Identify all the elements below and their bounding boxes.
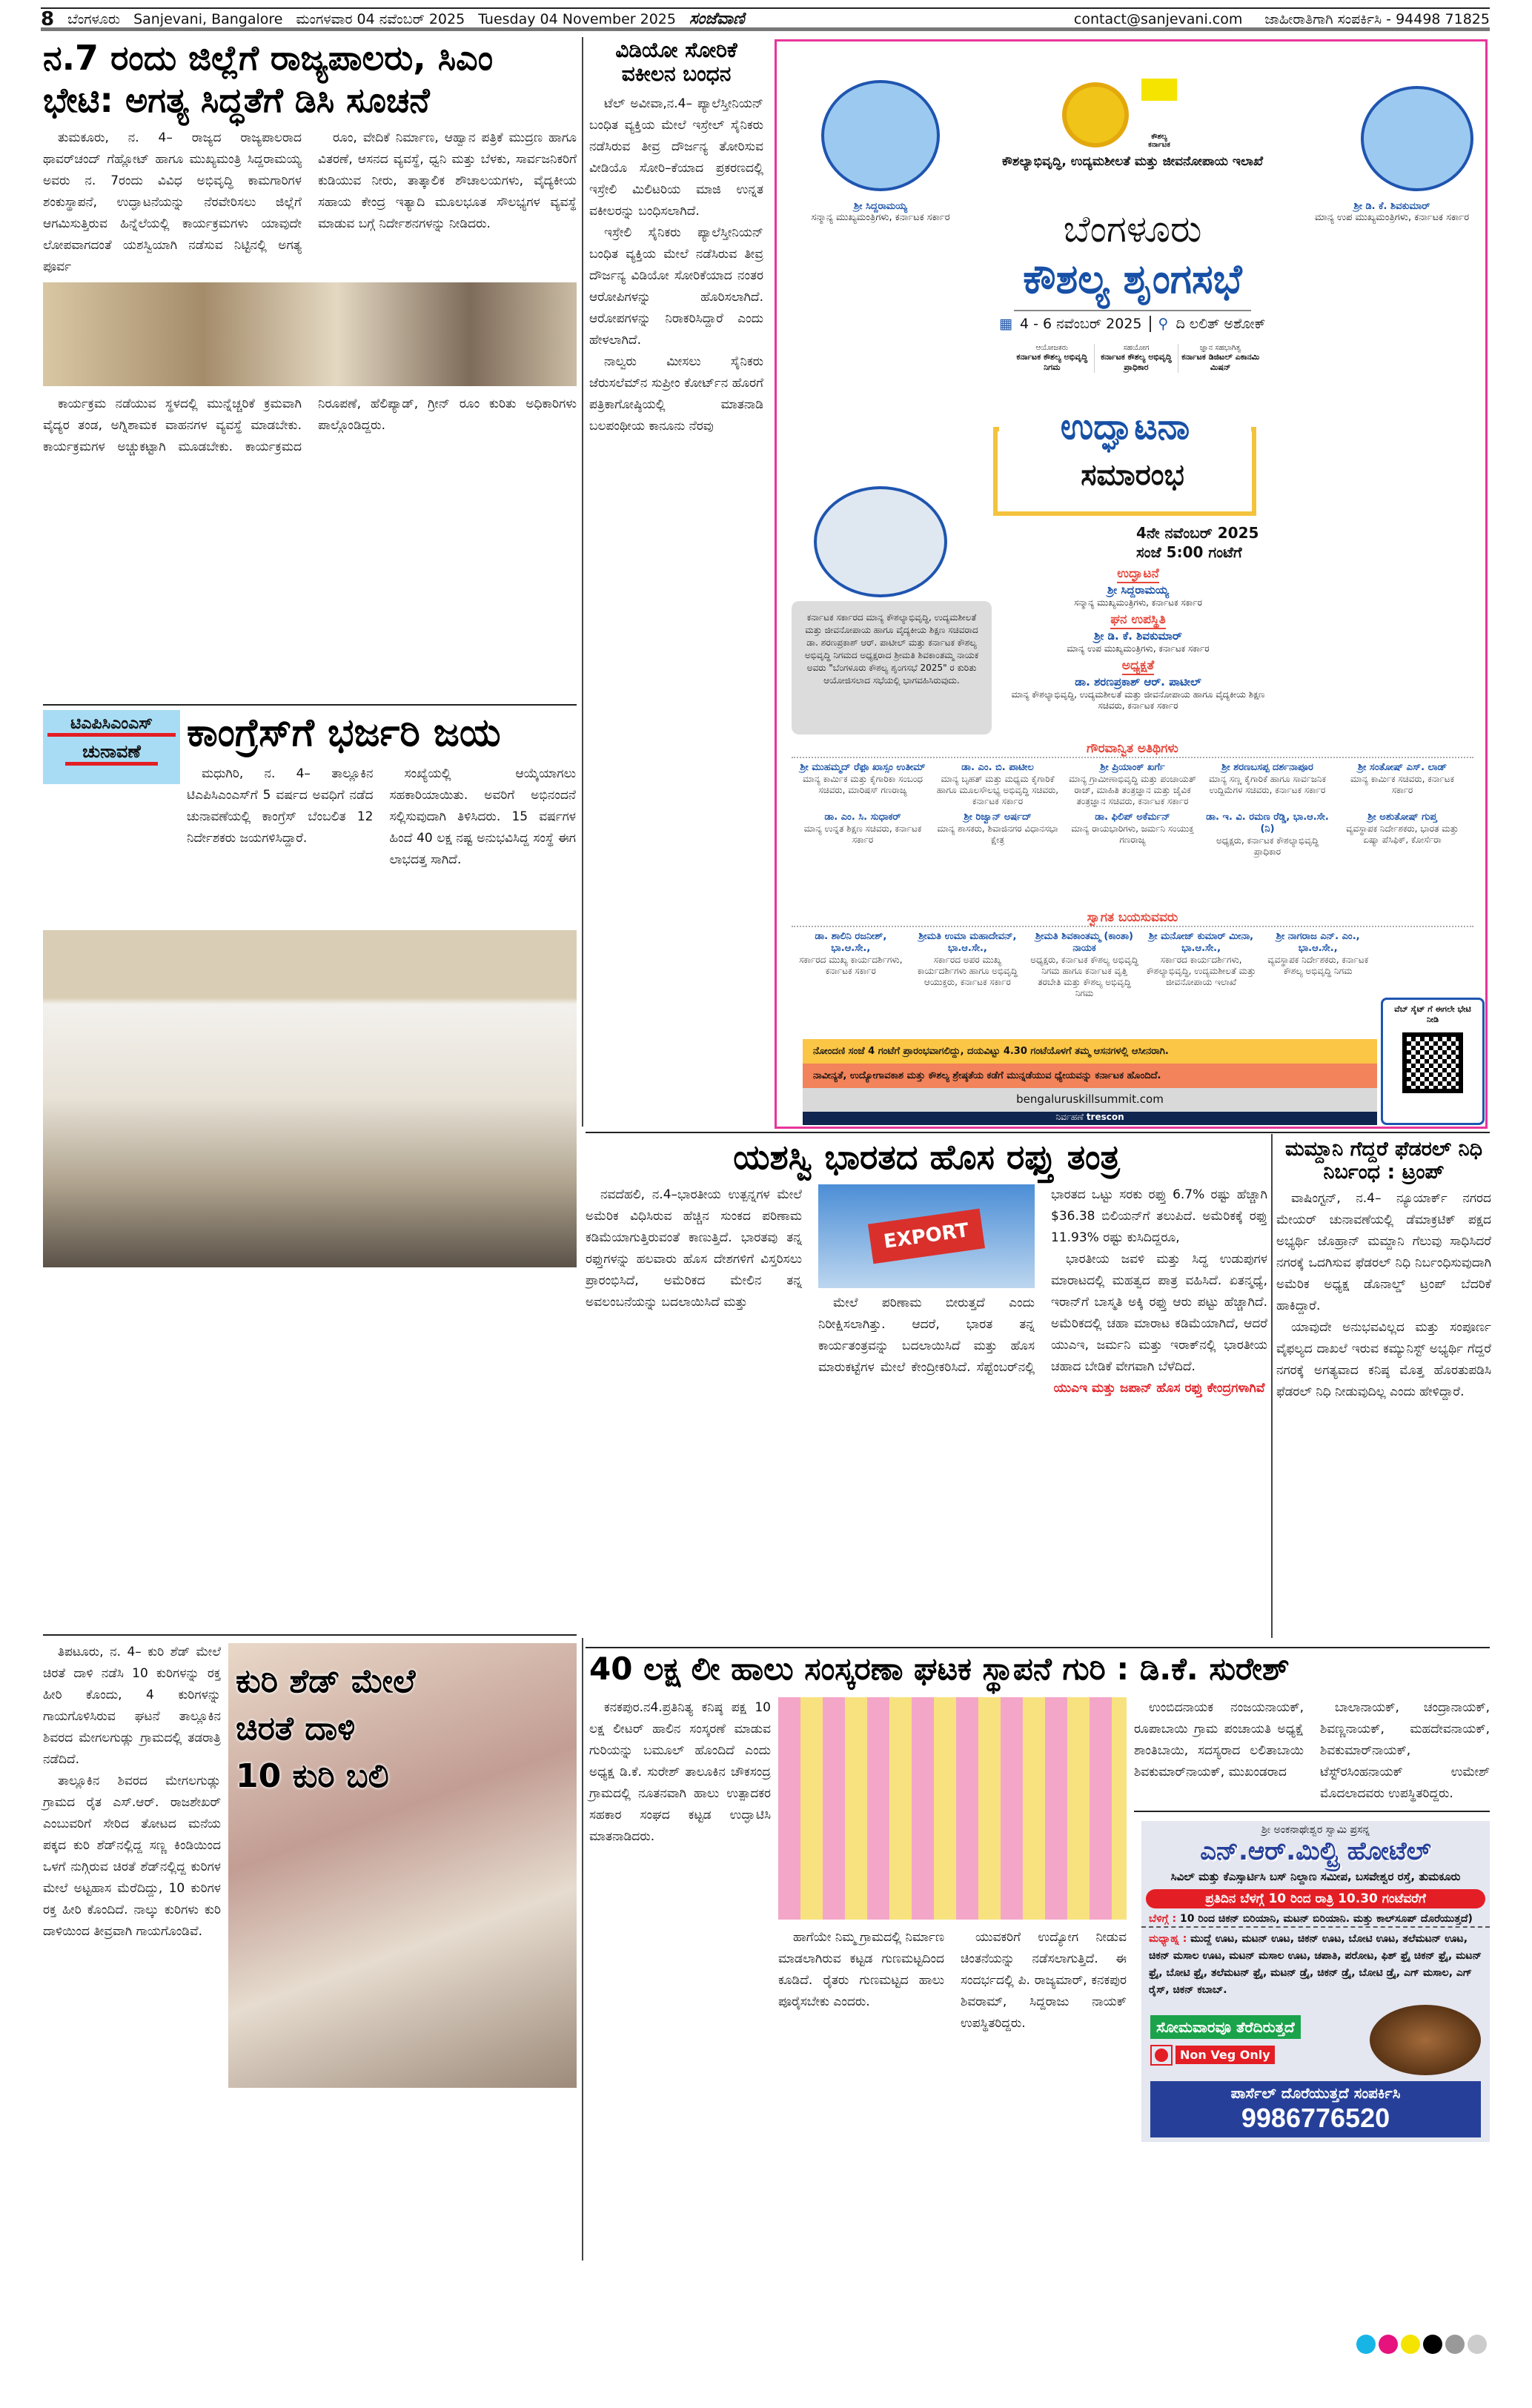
guest-card: ಶ್ರೀ ಶರಣಬಸಪ್ಪ ದರ್ಶನಾಪೂರ ಮಾನ್ಯ ಸಣ್ಣ ಕೈಗಾರಿಕೆ ಹಾಗೂ ಸಾರ್ವಜನಿಕ ಉದ್ದಿಮೆಗಳ ಸಚಿವರು, ಕರ್ನಾಟಕ ಸರ್ಕಾರ bbox=[1208, 762, 1326, 795]
section-title: ಸನ್ಮಾನ್ಯ ಮುಖ್ಯಮಂತ್ರಿಗಳು, ಕರ್ನಾಟಕ ಸರ್ಕಾರ bbox=[1074, 597, 1202, 608]
open-monday-badge: ಸೋಮವಾರವೂ ತೆರೆದಿರುತ್ತದೆ bbox=[1150, 2015, 1301, 2039]
trump-paragraph: ಯಾವುದೇ ಅನುಭವವಿಲ್ಲದ ಮತ್ತು ಸಂಪೂರ್ಣ ವೈಫಲ್ಯದ ದಾಖಲೆ ಇರುವ ಕಮ್ಯುನಿಸ್ಟ್ ಅಭ್ಯರ್ಥಿ ಗೆದ್ದರೆ ನಗರಕ್ಕೆ ಅಗತ್ಯವಾದ ಕನಿಷ್ಠ ಮೊತ್ತ ಹೊರತುಪಡಿಸಿ ಫೆಡರಲ್ ನಿಧಿ ನೀಡುವುದಿಲ್ಲ ಎಂದು ಹೇಳಿದ್ದಾರೆ. bbox=[1276, 1320, 1491, 1400]
lead-paragraph: ರೂಂ, ವೇದಿಕೆ ನಿರ್ಮಾಣ, ಆಹ್ವಾನ ಪತ್ರಿಕೆ ಮುದ್ರಣ ಹಾಗೂ ವಿತರಣೆ, ಆಸನದ ವ್ಯವಸ್ಥೆ, ಧ್ವನಿ ಮತ್ತು ಬೆಳಕು, ಸಾರ್ವಜನಿಕರಿಗೆ ಕುಡಿಯುವ ನೀರು, ತಾತ್ಕಾಲಿಕ ಶೌಚಾಲಯಗಳು, ವೈದ್ಯಕೀಯ ಸಹಾಯ ಕೇಂದ್ರ ಇತ್ಯಾದಿ ಮೂಲಭೂತ ಸೌಲಭ್ಯಗಳ ವ್ಯವಸ್ಥೆ ಮಾಡುವ ಬಗ್ಗೆ ನಿರ್ದೇಶನಗಳನ್ನು ನೀಡಿದರು. bbox=[318, 130, 577, 231]
milk-event-photo bbox=[778, 1697, 1127, 1920]
website-link[interactable]: bengaluruskillsummit.com bbox=[803, 1088, 1377, 1112]
video-body bbox=[589, 93, 763, 437]
trump-body bbox=[1276, 1188, 1491, 1403]
sheep-headline-2: ಚಿರತೆ ದಾಳಿ bbox=[236, 1710, 356, 1748]
milk-right-column bbox=[1134, 1697, 1490, 2142]
lead-headline-2: ಭೇಟಿ: ಅಗತ್ಯ ಸಿದ್ಧತೆಗೆ ಡಿಸಿ ಸೂಚನೆ bbox=[43, 79, 430, 120]
hotel-blessing: ಶ್ರೀ ಅಂಕನಾಥೇಶ್ವರ ಸ್ವಾಮಿ ಪ್ರಸನ್ನ bbox=[1261, 1824, 1370, 1836]
guest-card: ಶ್ರೀ ಪ್ರಿಯಾಂಕ್ ಖರ್ಗೆ ಮಾನ್ಯ ಗ್ರಾಮೀಣಾಭಿವೃದ್ಧಿ ಮತ್ತು ಪಂಚಾಯತ್ ರಾಜ್, ಮಾಹಿತಿ ತಂತ್ರಜ್ಞಾನ ಮತ್ತು ಜೈವಿಕ ತಂತ್ರಜ್ಞಾನ ಸಚಿವರು, ಕರ್ನಾಟಕ ಸರ್ಕಾರ bbox=[1069, 762, 1196, 806]
hotel-address: ಸಿವಿಲ್ ಮತ್ತು ಕೆಎಸ್ಸಾರ್ಟಿಸಿ ಬಸ್ ನಿಲ್ದಾಣ ಸಮೀಪ, ಬಸವೇಶ್ವರ ರಸ್ತೆ, ತುಮಕೂರು bbox=[1170, 1870, 1461, 1883]
milk-headline: 40 ಲಕ್ಷ ಲೀ ಹಾಲು ಸಂಸ್ಕರಣಾ ಘಟಕ ಸ್ಥಾಪನೆ ಗುರಿ : ಡಿ.ಕೆ. ಸುರೇಶ್ bbox=[589, 1651, 1290, 1687]
export-container-image bbox=[818, 1184, 1035, 1288]
morning-label: ಬೆಳಿಗ್ಗೆ : bbox=[1149, 1913, 1177, 1925]
parcel-label: ಪಾರ್ಸೆಲ್ ದೊರೆಯುತ್ತದೆ ಸಂಪರ್ಕಿಸಿ bbox=[1230, 2084, 1401, 2102]
meeting-photo bbox=[43, 282, 577, 386]
section-title: ಮಾನ್ಯ ಕೌಶಲ್ಯಾಭಿವೃದ್ಧಿ, ಉದ್ಯಮಶೀಲತೆ ಮತ್ತು ಜೀವನೋಪಾಯ ಹಾಗೂ ವೈದ್ಯಕೀಯ ಶಿಕ್ಷಣ ಸಚಿವರು, ಕರ್ನಾಟಕ ಸರ್ಕಾರ bbox=[1011, 689, 1265, 711]
export-paragraph: ಮೇಲೆ ಪರಿಣಾಮ ಬೀರುತ್ತದೆ ಎಂದು ನಿರೀಕ್ಷಿಸಲಾಗಿತ್ತು. ಆದರೆ, ಭಾರತ ತನ್ನ ಕಾರ್ಯತಂತ್ರವನ್ನು ಬದಲಾಯಿಸಿದೆ ಮತ್ತು ಹೊಸ ಮಾರುಕಟ್ಟೆಗಳ ಮೇಲೆ ಕೇಂದ್ರೀಕರಿಸಿದೆ. ಸೆಪ್ಟೆಂಬರ್‌ನಲ್ಲಿ ಭಾರತದ ಒಟ್ಟು ಸರಕು ರಫ್ತು 6.7% ರಷ್ಟು ಹೆಚ್ಚಾಗಿ $36.38 ಬಿಲಿಯನ್‌ಗೆ ತಲುಪಿದೆ. ಅಮೆರಿಕಕ್ಕೆ ರಫ್ತು 11.93% ರಷ್ಟು ಕುಸಿದಿದ್ದರೂ, bbox=[818, 1187, 1267, 1375]
food-platter-image bbox=[1370, 2005, 1481, 2075]
guest-card: ಡಾ. ಎಂ. ಸಿ. ಸುಧಾಕರ್ ಮಾನ್ಯ ಉನ್ನತ ಶಿಕ್ಷಣ ಸಚಿವರು, ಕರ್ನಾಟಕ ಸರ್ಕಾರ bbox=[803, 812, 922, 845]
lead-story bbox=[43, 39, 577, 458]
export-subhead: ಯುಎಇ ಮತ್ತು ಜಪಾನ್ ಹೊಸ ರಫ್ತು ಕೇಂದ್ರಗಳಾಗಿವೆ bbox=[1053, 1381, 1265, 1396]
divider bbox=[43, 704, 577, 706]
host-card: ಶ್ರೀ ನಾಗರಾಜ ಎನ್. ಎಂ., ಭಾ.ಆ.ಸೇ., ವ್ಯವಸ್ಥಾಪಕ ನಿರ್ದೇಶಕರು, ಕರ್ನಾಟಕ ಕೌಶಲ್ಯ ಅಭಿವೃದ್ಧಿ ನಿಗಮ bbox=[1267, 931, 1369, 976]
trump-story bbox=[1276, 1138, 1491, 1403]
grey-dot-icon bbox=[1445, 2335, 1465, 2354]
inauguration-title-2: ಸಮಾರಂಭ bbox=[1081, 458, 1184, 492]
milk-paragraph: ಹಾಗೆಯೇ ನಿಮ್ಮ ಗ್ರಾಮದಲ್ಲಿ ನಿರ್ಮಾಣ ಮಾಡಲಾಗಿರುವ ಕಟ್ಟಡ ಗುಣಮಟ್ಟದಿಂದ ಕೂಡಿದೆ. ರೈತರು ಗುಣಮಟ್ಟದ ಹಾಲು ಪೂರೈಸಬೇಕು ಎಂದರು. bbox=[778, 1930, 945, 2009]
skill-summit-ad bbox=[775, 39, 1488, 1129]
lead-body-top bbox=[43, 127, 577, 278]
guests-grid bbox=[799, 762, 1466, 858]
guest-card: ಡಾ. ಎಂ. ಬಿ. ಪಾಟೀಲ ಮಾನ್ಯ ಬೃಹತ್ ಮತ್ತು ಮಧ್ಯಮ ಕೈಗಾರಿಕೆ ಹಾಗೂ ಮೂಲಸೌಲಭ್ಯ ಅಭಿವೃದ್ಧಿ ಸಚಿವರು, ಕರ್ನಾಟಕ ಸರ್ಕಾರ bbox=[936, 762, 1059, 806]
video-story bbox=[589, 39, 763, 437]
column-divider bbox=[582, 1638, 583, 2261]
video-paragraph: ಇಸ್ರೇಲಿ ಸೈನಿಕರು ಪ್ಯಾಲೆಸ್ತೀನಿಯನ್ ಬಂಧಿತ ವ್ಯಕ್ತಿಯ ಮೇಲೆ ನಡೆಸಿರುವ ತೀವ್ರ ದೌರ್ಜನ್ಯ ವಿಡಿಯೋ ಸೋರಿಕೆಯಾದ ನಂತರ ಆರೋಪಿಗಳನ್ನು ಹೊರಿಸಲಾಗಿದೆ. ಆರೋಪಗಳನ್ನು ನಿರಾಕರಿಸಿದ್ದಾರೆ ಎಂದು ಹೇಳಲಾಗಿದೆ. bbox=[589, 225, 763, 348]
page-number: 8 bbox=[41, 7, 55, 30]
partner-collab: ಸಹಯೋಗ ಕರ್ನಾಟಕ ಕೌಶಲ್ಯ ಅಭಿವೃದ್ಧಿ ಪ್ರಾಧಿಕಾರ bbox=[1095, 344, 1179, 373]
qr-box[interactable] bbox=[1381, 998, 1485, 1125]
non-veg-label: Non Veg Only bbox=[1175, 2046, 1275, 2064]
registration-banner: ನೋಂದಣಿ ಸಂಜೆ 4 ಗಂಟೆಗೆ ಪ್ರಾರಂಭವಾಗಲಿದ್ದು, ದಯವಿಟ್ಟು 4.30 ಗಂಟೆಯೊಳಗೆ ತಮ್ಮ ಆಸನಗಳಲ್ಲಿ ಆಸೀನರಾಗಿ. bbox=[803, 1039, 1377, 1064]
dignitary-sections bbox=[1003, 566, 1273, 712]
congress-paragraph: ಮಧುಗಿರಿ, ನ. 4– ತಾಲ್ಲೂಕಿನ ಟಿಎಪಿಸಿಎಂಎಸ್‌ಗೆ 5 ವರ್ಷದ ಅವಧಿಗೆ ನಡೆದ ಚುನಾವಣೆಯಲ್ಲಿ ಕಾಂಗ್ರೆಸ್ ಬೆಂಬಲಿತ 12 ನಿರ್ದೇಶಕರು ಜಯಗಳಿಸಿದ್ದಾರೆ. bbox=[187, 766, 374, 846]
guest-card: ಶ್ರೀ ರಿಜ್ವಾನ್ ಅರ್ಷದ್ ಮಾನ್ಯ ಶಾಸಕರು, ಶಿವಾಜಿನಗರ ವಿಧಾನಸಭಾ ಕ್ಷೇತ್ರ bbox=[937, 812, 1058, 845]
host-card: ಶ್ರೀಮತಿ ಉಮಾ ಮಹಾದೇವನ್, ಭಾ.ಆ.ಸೇ., ಸರ್ಕಾರದ ಅಪರ ಮುಖ್ಯ ಕಾರ್ಯದರ್ಶಿಗಳು ಹಾಗೂ ಅಭಿವೃದ್ಧಿ ಆಯುಕ್ತರು, ಕರ್ನಾಟಕ ಸರ್ಕಾರ bbox=[917, 931, 1018, 987]
magenta-dot-icon bbox=[1379, 2335, 1398, 2354]
divider bbox=[586, 1132, 1490, 1133]
qr-code-icon[interactable] bbox=[1402, 1032, 1463, 1093]
sheep-headline-3: 10 ಕುರಿ ಬಲಿ bbox=[236, 1757, 389, 1795]
trump-paragraph: ವಾಷಿಂಗ್ಟನ್, ನ.4– ನ್ಯೂಯಾರ್ಕ್ ನಗರದ ಮೇಯರ್ ಚುನಾವಣೆಯಲ್ಲಿ ಡೆಮಾಕ್ರಟಿಕ್ ಪಕ್ಷದ ಅಭ್ಯರ್ಥಿ ಜೊಹ್ರಾನ್ ಮಮ್ದಾನಿ ಗೆಲುವು ಸಾಧಿಸಿದರೆ ನಗರಕ್ಕೆ ಒದಗಿಸುವ ಫೆಡರಲ್ ನಿಧಿ ನಿರ್ಬಂಧಿಸುವುದಾಗಿ ಅಮೆರಿಕ ಅಧ್ಯಕ್ಷ ಡೊನಾಲ್ಡ್ ಟ್ರಂಪ್ ಬೆದರಿಕೆ ಹಾಕಿದ್ದಾರೆ. bbox=[1276, 1191, 1491, 1314]
host-card: ಶ್ರೀ ಮನೋಜ್ ಕುಮಾರ್ ಮೀನಾ, ಭಾ.ಆ.ಸೇ., ಸರ್ಕಾರದ ಕಾರ್ಯದರ್ಶಿಗಳು, ಕೌಶಲ್ಯಾಭಿವೃದ್ಧಿ, ಉದ್ಯಮಶೀಲತೆ ಮತ್ತು ಜೀವನೋಪಾಯ ಇಲಾಖೆ bbox=[1146, 931, 1256, 987]
location-pin-icon: ⚲ bbox=[1158, 316, 1169, 332]
print-registration-marks bbox=[1356, 2335, 1487, 2354]
kicker-2: ಚುನಾವಣೆ bbox=[65, 741, 158, 766]
parcel-contact bbox=[1150, 2081, 1481, 2137]
divider bbox=[1014, 310, 1251, 311]
summit-title-2: ಕೌಶಲ್ಯ ಶೃಂಗಸಭೆ bbox=[1023, 256, 1242, 302]
export-label: EXPORT bbox=[868, 1209, 985, 1264]
video-headline: ವಿಡಿಯೋ ಸೋರಿಕೆ ವಕೀಲನ ಬಂಧನ bbox=[615, 38, 737, 87]
export-body bbox=[586, 1184, 1267, 1399]
leader-2-title: ಮಾನ್ಯ ಉಪ ಮುಖ್ಯಮಂತ್ರಿಗಳು, ಕರ್ನಾಟಕ ಸರ್ಕಾರ bbox=[1314, 212, 1470, 223]
summit-dates: 4 - 6 ನವೆಂಬರ್ 2025 bbox=[1019, 316, 1142, 332]
tapcms-kicker bbox=[43, 710, 180, 784]
managed-by: ನಿರ್ವಹಣೆ trescon bbox=[803, 1112, 1377, 1125]
masthead-edition: Sanjevani, Bangalore bbox=[133, 10, 283, 27]
event-time: ಸಂಜೆ 5:00 ಗಂಟೆಗೆ bbox=[1136, 543, 1242, 561]
guest-card: ಶ್ರೀ ಮುಹಮ್ಮದ್ ರೆಫ಼ಾ ಖಾಸ್ಸಂ ಉತೀಮ್ ಮಾನ್ಯ ಕಾರ್ಮಿಕ ಮತ್ತು ಕೈಗಾರಿಕಾ ಸಂಬಂಧ ಸಚಿವರು, ಮಾರಿಷಸ್ ಗಣರಾಜ್ಯ bbox=[800, 762, 926, 795]
sheep-body bbox=[43, 1642, 221, 1943]
leader-1-title: ಸನ್ಮಾನ್ಯ ಮುಖ್ಯಮಂತ್ರಿಗಳು, ಕರ್ನಾಟಕ ಸರ್ಕಾರ bbox=[811, 212, 950, 223]
section-label: ಉದ್ಘಾಟನೆ bbox=[1117, 566, 1158, 583]
non-veg-icon bbox=[1150, 2045, 1173, 2066]
partners-row bbox=[1010, 344, 1262, 373]
ad-contact: ಜಾಹೀರಾತಿಗಾಗಿ ಸಂಪರ್ಕಿಸಿ - 94498 71825 bbox=[1264, 10, 1490, 27]
congress-body bbox=[187, 763, 576, 871]
election-winners-photo bbox=[43, 930, 577, 1267]
column-divider bbox=[582, 37, 583, 1127]
milk-paragraph: ಬಾಲಾನಾಯಕ್, ಚಂದ್ರಾನಾಯಕ್, ಶಿವಣ್ಣನಾಯಕ್, ಮಹದೇವನಾಯಕ್, ಶಿವಕುಮಾರ್‌ನಾಯಕ್, ಟೆಸ್ಟ್‌ರಸಿಂಹನಾಯಕ್ ಉಮೇಶ್ ಮೊದಲಾದವರು ಉಪಸ್ಥಿತರಿದ್ದರು. bbox=[1320, 1700, 1490, 1801]
sheep-paragraph: ತಿಪಟೂರು, ನ. 4– ಕುರಿ ಶೆಡ್ ಮೇಲೆ ಚಿರತೆ ದಾಳಿ ನಡೆಸಿ 10 ಕುರಿಗಳನ್ನು ರಕ್ತ ಹೀರಿ ಕೊಂದು, 4 ಕುರಿಗಳನ್ನು ಗಾಯಗೊಳಿಸಿರುವ ಘಟನೆ ತಾಲ್ಲೂಕಿನ ಶಿವರದ ಮೇಗಲಗುಡ್ಲು ಗ್ರಾಮದಲ್ಲಿ ತಡರಾತ್ರಿ ನಡೆದಿದೆ. bbox=[43, 1645, 221, 1767]
export-headline: ಯಶಸ್ವಿ ಭಾರತದ ಹೊಸ ರಫ್ತು ತಂತ್ರ bbox=[733, 1137, 1120, 1177]
leader-1-name: ಶ್ರೀ ಸಿದ್ದರಾಮಯ್ಯ bbox=[854, 201, 907, 212]
milk-paragraph: ಯುವಕರಿಗೆ ಉದ್ಯೋಗ ನೀಡುವ ಚಿಂತನೆಯನ್ನು ನಡೆಸಲಾಗುತ್ತಿದೆ. ಈ ಸಂದರ್ಭದಲ್ಲಿ ಪಿ. ರಾಜ್ಯಮಾರ್, ಕನಕಪುರ ಶಿವರಾಮ್, ಸಿದ್ದರಾಜು ನಾಯಕ್ ಉಪಸ್ಥಿತರಿದ್ದರು. bbox=[961, 1930, 1127, 2031]
masthead-date-kn: ಮಂಗಳವಾರ 04 ನವೆಂಬರ್ 2025 bbox=[296, 10, 465, 27]
hotel-name: ಎನ್.ಆರ್.ಮಿಲ್ಟ್ರಿ ಹೋಟೆಲ್ bbox=[1200, 1837, 1431, 1866]
masthead-date-en: Tuesday 04 November 2025 bbox=[478, 10, 676, 27]
host-card: ಡಾ. ಶಾಲಿನಿ ರಜನೀಶ್, ಭಾ.ಆ.ಸೇ., ಸರ್ಕಾರದ ಮುಖ್ಯ ಕಾರ್ಯದರ್ಶಿಗಳು, ಕರ್ನಾಟಕ ಸರ್ಕಾರ bbox=[799, 931, 903, 976]
guest-card: ಡಾ. ಇ. ವಿ. ರಮಣ ರೆಡ್ಡಿ, ಭಾ.ಆ.ಸೇ. (ನಿ) ಅಧ್ಯಕ್ಷರು, ಕರ್ನಾಟಕ ಕೌಶಲ್ಯಾಭಿವೃದ್ಧಿ ಪ್ರಾಧಿಕಾರ bbox=[1206, 812, 1329, 857]
calendar-icon: ▦ bbox=[999, 316, 1012, 332]
black-dot-icon bbox=[1423, 2335, 1442, 2354]
light-grey-dot-icon bbox=[1468, 2335, 1487, 2354]
section-title: ಮಾನ್ಯ ಉಪ ಮುಖ್ಯಮಂತ್ರಿಗಳು, ಕರ್ನಾಟಕ ಸರ್ಕಾರ bbox=[1067, 643, 1210, 654]
milk-body-right bbox=[1134, 1697, 1490, 1812]
guest-card: ಶ್ರೀ ಅಶುತೋಷ್ ಗುಪ್ತ ವ್ಯವಸ್ಥಾಪಕ ನಿರ್ದೇಶಕರು, ಭಾರತ ಮತ್ತು ಏಷ್ಯಾ ಪೆಸಿಫಿಕ್, ಕೋರ್ಸೆರಾ bbox=[1346, 812, 1459, 845]
yellow-dot-icon bbox=[1401, 2335, 1420, 2354]
hosts-grid bbox=[795, 931, 1373, 999]
section-label: ಘನ ಉಪಸ್ಥಿತಿ bbox=[1110, 612, 1166, 629]
section-name: ಡಾ. ಶರಣಪ್ರಕಾಶ್ ಆರ್. ಪಾಟೀಲ್ bbox=[1075, 675, 1201, 689]
guest-card: ಡಾ. ಫಿಲಿಪ್ ಅಕೆರ್ಮನ್ ಮಾನ್ಯ ರಾಯಭಾರಿಗಳು, ಜರ್ಮನಿ ಸಂಯುಕ್ತ ಗಣರಾಜ್ಯ bbox=[1071, 812, 1194, 845]
trump-headline: ಮಮ್ದಾನಿ ಗೆದ್ದರೆ ಫೆಡರಲ್ ನಿಧಿ ನಿರ್ಬಂಧ : ಟ್ರಂಪ್ bbox=[1284, 1138, 1483, 1184]
divider bbox=[43, 1634, 577, 1636]
partner-organiser: ಆಯೋಜಕರು ಕರ್ನಾಟಕ ಕೌಶಲ್ಯ ಅಭಿವೃದ್ಧಿ ನಿಗಮ bbox=[1010, 344, 1095, 373]
milk-body-col1 bbox=[589, 1697, 771, 1848]
export-paragraph: ಭಾರತೀಯ ಜವಳಿ ಮತ್ತು ಸಿದ್ಧ ಉಡುಪುಗಳ ಮಾರಾಟದಲ್ಲಿ ಮಹತ್ವದ ಪಾತ್ರ ವಹಿಸಿದೆ. ಏತನ್ಮಧ್ಯೆ, ಇರಾನ್‌ಗೆ ಬಾಸ್ಮತಿ ಅಕ್ಕಿ ರಫ್ತು ಆರು ಪಟ್ಟು ಹೆಚ್ಚಾಗಿದೆ. ಅಮೆರಿಕದಲ್ಲಿ ಚಹಾ ಮಾರಾಟ ಕಡಿಮೆಯಾಗಿದೆ, ಆದರೆ ಯುಎಇ, ಜರ್ಮನಿ ಮತ್ತು ಇರಾಕ್‌ನಲ್ಲಿ ಭಾರತೀಯ ಚಹಾದ ಬೇಡಿಕೆ ವೇಗವಾಗಿ ಬೆಳೆದಿದೆ. bbox=[1051, 1252, 1267, 1374]
guests-label: ಗೌರವಾನ್ವಿತ ಅತಿಥಿಗಳು bbox=[792, 741, 1473, 758]
event-date: 4ನೇ ನವೆಂಬರ್ 2025 bbox=[1136, 524, 1259, 542]
kaushalya-karnataka-logo: ಕೌಶಲ್ಯ ಕರ್ನಾಟಕ bbox=[1141, 79, 1177, 149]
morning-menu: 10 ರಿಂದ ಚಿಕನ್ ಬಿರಿಯಾನಿ, ಮಟನ್ ಬಿರಿಯಾನಿ. ಮತ್ತು ಕಾಲ್‌ಸೂಪ್ ದೊರೆಯುತ್ತದೆ) bbox=[1180, 1913, 1473, 1925]
noon-label: ಮಧ್ಯಾಹ್ನ : bbox=[1149, 1933, 1187, 1945]
trescon-logo: trescon bbox=[1086, 1112, 1124, 1122]
qr-caption: ವೆಬ್ ಸೈಟ್ ಗೆ ಈಗಲೇ ಭೇಟಿ ನೀಡಿ bbox=[1394, 1004, 1471, 1024]
lead-body-bottom bbox=[43, 394, 577, 458]
congress-paragraph: ಸಂಖ್ಯೆಯಲ್ಲಿ ಆಯ್ಕೆಯಾಗಲು ಸಹಕಾರಿಯಾಯಿತು. ಅವರಿಗೆ ಅಭಿನಂದನೆ ಸಲ್ಲಿಸುವುದಾಗಿ ತಿಳಿಸಿದರು. 15 ವರ್ಷಗಳ ಹಿಂದೆ 40 ಲಕ್ಷ ನಷ್ಟ ಅನುಭವಿಸಿದ್ದ ಸಂಸ್ಥೆ ಈಗ ಲಾಭದತ್ತ ಸಾಗಿದೆ. bbox=[389, 766, 576, 867]
leader-1-portrait bbox=[821, 80, 940, 191]
video-paragraph: ನಾಲ್ವರು ಮೀಸಲು ಸೈನಿಕರು ಜೆರುಸಲೆಮ್‌ನ ಸುಪ್ರೀಂ ಕೋರ್ಟ್‌ನ ಹೊರಗೆ ಪತ್ರಿಕಾಗೋಷ್ಠಿಯಲ್ಲಿ ಮಾತನಾಡಿ ಬಲಪಂಥೀಯ ಕಾನೂನು ನೆರವು bbox=[589, 354, 763, 434]
divider bbox=[586, 1647, 1490, 1648]
sheep-paragraph: ತಾಲ್ಲೂಕಿನ ಶಿವರದ ಮೇಗಲಗುಡ್ಲು ಗ್ರಾಮದ ರೈತ ಎಸ್.ಆರ್. ರಾಜಶೇಖರ್ ಎಂಬುವರಿಗೆ ಸೇರಿದ ತೋಟದ ಮನೆಯ ಪಕ್ಕದ ಕುರಿ ಶೆಡ್‌ನಲ್ಲಿದ್ದ ಸಣ್ಣ ಕಿಂಡಿಯಿಂದ ಒಳಗೆ ನುಗ್ಗಿರುವ ಚಿರತೆ ಶೆಡ್‌ನಲ್ಲಿದ್ದ ಕುರಿಗಳ ಮೇಲೆ ಅಟ್ಟಹಾಸ ಮೆರೆದಿದ್ದು, 10 ಕುರಿಗಳ ರಕ್ತ ಹೀರಿ ಕೊಂದಿದೆ. ನಾಲ್ಕು ಕುರಿಗಳು ಕುರಿ ದಾಳಿಯಿಂದ ತೀವ್ರವಾಗಿ ಗಾಯಗೊಂಡಿವೆ. bbox=[43, 1774, 221, 1939]
press-meet-photo bbox=[814, 486, 947, 597]
sheep-photo bbox=[228, 1643, 577, 2088]
cyan-dot-icon bbox=[1356, 2335, 1376, 2354]
leader-2-portrait bbox=[1361, 86, 1473, 191]
section-name: ಶ್ರೀ ಸಿದ್ದರಾಮಯ್ಯ bbox=[1107, 583, 1170, 597]
hotel-ad bbox=[1141, 1821, 1490, 2142]
inauguration-title-1: ಉದ್ಘಾಟನಾ bbox=[999, 405, 1251, 449]
mission-banner: ನಾವೀನ್ಯತೆ, ಉದ್ಯೋಗಾವಕಾಶ ಮತ್ತು ಕೌಶಲ್ಯ ಶ್ರೇಷ್ಠತೆಯ ಕಡೆಗೆ ಮುನ್ನಡೆಯುವ ಧ್ಯೇಯವನ್ನು ಕರ್ನಾಟಕ ಹೊಂದಿದೆ. bbox=[803, 1064, 1377, 1088]
press-note: ಕರ್ನಾಟಕ ಸರ್ಕಾರದ ಮಾನ್ಯ ಕೌಶಲ್ಯಾಭಿವೃದ್ಧಿ, ಉದ್ಯಮಶೀಲತೆ ಮತ್ತು ಜೀವನೋಪಾಯ ಹಾಗೂ ವೈದ್ಯಕೀಯ ಶಿಕ್ಷಣ ಸಚಿವರಾದ ಡಾ. ಶರಣಪ್ರಕಾಶ್ ಆರ್. ಪಾಟೀಲ್ ಮತ್ತು ಕರ್ನಾಟಕ ಕೌಶಲ್ಯ ಅಭಿವೃದ್ಧಿ ನಿಗಮದ ಅಧ್ಯಕ್ಷರಾದ ಶ್ರೀಮತಿ ಶಿವಕಾಂತಮ್ಮ ನಾಯಕ ಅವರು "ಬೆಂಗಳೂರು ಕೌಶಲ್ಯ ಶೃಂಗಸಭೆ 2025" ರ ಕುರಿತು ಆಯೋಜಿಸಲಾದ ಸಭೆಯಲ್ಲಿ ಭಾಗವಹಿಸಿರುವುದು. bbox=[792, 601, 992, 734]
milk-paragraph: ಉಂಬಿದನಾಯಕ ನಂಜಯನಾಯಕ್, ರೂಪಾಬಾಯಿ ಗ್ರಾಮ ಪಂಚಾಯತಿ ಅಧ್ಯಕ್ಷೆ ಶಾಂತಿಬಾಯಿ, ಸದಸ್ಯರಾದ ಲಲಿತಾಬಾಯಿ ಶಿವಕುಮಾರ್‌ನಾಯಕ್, ಮುಖಂಡರಾದ bbox=[1134, 1700, 1304, 1780]
video-paragraph: ಟೆಲ್ ಅವೀವಾ,ನ.4– ಪ್ಯಾಲೆಸ್ತೀನಿಯನ್ ಬಂಧಿತ ವ್ಯಕ್ತಿಯ ಮೇಲೆ ಇಸ್ರೇಲ್ ಸೈನಿಕರು ನಡೆಸಿರುವ ತೀವ್ರ ದೌರ್ಜನ್ಯ ತೋರಿಸುವ ವೀಡಿಯೊ ಸೋರಿ–ಕೆಯಾದ ಪ್ರಕರಣದಲ್ಲಿ ಇಸ್ರೇಲಿ ಮಿಲಿಟರಿಯ ಮಾಜಿ ಉನ್ನತ ವಕೀಲರನ್ನು ಬಂಧಿಸಲಾಗಿದೆ. bbox=[589, 96, 763, 219]
noon-menu: ಮುದ್ದೆ ಊಟ, ಮಟನ್ ಊಟ, ಚಿಕನ್ ಊಟ, ಬೋಟಿ ಊಟ, ತಲೆಮಟನ್ ಊಟ, ಚಿಕನ್ ಮಸಾಲ ಊಟ, ಮಟನ್ ಮಸಾಲ ಊಟ, ಚಪಾತಿ, ಪರೋಟ, ಫಿಶ್ ಫ್ರೈ ಚಿಕನ್ ಫ್ರೈ, ಮಟನ್ ಫ್ರೈ, ಬೋಟಿ ಫ್ರೈ, ತಲೆಮಟನ್ ಫ್ರೈ, ಮಟನ್ ಡ್ರೈ, ಚಿಕನ್ ಡ್ರೈ, ಬೋಟಿ ಡ್ರೈ, ಎಗ್ ಮಸಾಲ, ಎಗ್ ರೈಸ್, ಚಿಕನ್ ಕಬಾಬ್. bbox=[1149, 1933, 1482, 1996]
lead-paragraph: ಕಾರ್ಯಕ್ರಮ ನಡೆಯುವ ಸ್ಥಳದಲ್ಲಿ ಮುನ್ನೆಚ್ಚರಿಕೆ ಕ್ರಮವಾಗಿ ವೈದ್ಯರ ತಂಡ, ಅಗ್ನಿಶಾಮಕ ವಾಹನಗಳ ವ್ಯವಸ್ಥೆ ಮಾಡಬೇಕು. ಕಾರ್ಯಕ್ರಮಗಳ ಅಚ್ಚುಕಟ್ಟಾಗಿ ಮೂಡಬೇಕು. ಕಾರ್ಯಕ್ರಮದ ನಿರೂಪಣೆ, ಹೆಲಿಪ್ಯಾಡ್, ಗ್ರೀನ್ ರೂಂ ಕುರಿತು ಅಧಿಕಾರಿಗಳು ಪಾಲ್ಗೊಂಡಿದ್ದರು. bbox=[43, 396, 577, 454]
welcome-label: ಸ್ವಾಗತ ಬಯಸುವವರು bbox=[792, 910, 1473, 927]
milk-body-mid bbox=[778, 1927, 1127, 2034]
host-card: ಶ್ರೀಮತಿ ಶಿವಕಾಂತಮ್ಮ (ಕಾಂತಾ) ನಾಯಕ ಅಧ್ಯಕ್ಷರು, ಕರ್ನಾಟಕ ಕೌಶಲ್ಯ ಅಭಿವೃದ್ಧಿ ನಿಗಮ ಹಾಗೂ ಕರ್ನಾಟಕ ವೃತ್ತಿ ತರಬೇತಿ ಮತ್ತು ಕೌಶಲ್ಯ ಅಭಿವೃದ್ಧಿ ನಿಗಮ bbox=[1030, 931, 1138, 998]
milk-paragraph: ಕನಕಪುರ.ನ4.ಪ್ರತಿನಿತ್ಯ ಕನಿಷ್ಠ ಪಕ್ಷ 10 ಲಕ್ಷ ಲೀಟರ್ ಹಾಲಿನ ಸಂಸ್ಕರಣೆ ಮಾಡುವ ಗುರಿಯನ್ನು ಬಮೂಲ್ ಹೊಂದಿದೆ ಎಂದು ಅಧ್ಯಕ್ಷ ಡಿ.ಕೆ. ಸುರೇಶ್ ತಾಲೂಕಿನ ಚೌಕಸಂದ್ರ ಗ್ರಾಮದಲ್ಲಿ ನೂತನವಾಗಿ ಹಾಲು ಉತ್ಪಾದಕರ ಸಹಕಾರ ಸಂಘದ ಕಟ್ಟಡ ಉದ್ಘಾಟಿಸಿ ಮಾತನಾಡಿದರು. bbox=[589, 1700, 771, 1844]
hotel-phone[interactable]: 9986776520 bbox=[1241, 2103, 1390, 2133]
section-name: ಶ್ರೀ ಡಿ. ಕೆ. ಶಿವಕುಮಾರ್ bbox=[1094, 629, 1182, 643]
guest-card: ಶ್ರೀ ಸಂತೋಷ್ ಎಸ್. ಲಾಡ್ ಮಾನ್ಯ ಕಾರ್ಮಿಕ ಸಚಿವರು, ಕರ್ನಾಟಕ ಸರ್ಕಾರ bbox=[1350, 762, 1455, 795]
summit-venue: ದಿ ಲಲಿತ್ ಅಶೋಕ್ bbox=[1175, 316, 1266, 332]
masthead-city: ಬೆಂಗಳೂರು bbox=[67, 10, 121, 27]
partner-knowledge: ಜ್ಞಾನ ಸಹಭಾಗಿತ್ವ ಕರ್ನಾಟಕ ಡಿಜಿಟಲ್ ಎಕಾನಮಿ ಮಿಷನ್ bbox=[1181, 344, 1260, 372]
karnataka-emblem-icon bbox=[1062, 82, 1129, 147]
department-name: ಕೌಶಲ್ಯಾಭಿವೃದ್ಧಿ, ಉದ್ಯಮಶೀಲತೆ ಮತ್ತು ಜೀವನೋಪಾಯ ಇಲಾಖೆ bbox=[1001, 154, 1264, 169]
hotel-hours: ಪ್ರತಿದಿನ ಬೆಳಗ್ಗೆ 10 ರಿಂದ ರಾತ್ರಿ 10.30 ಗಂಟೆವರೆಗೆ bbox=[1146, 1889, 1485, 1908]
contact-email[interactable]: contact@sanjevani.com bbox=[1073, 10, 1243, 27]
congress-headline: ಕಾಂಗ್ರೆಸ್‌ಗೆ ಭರ್ಜರಿ ಜಯ bbox=[187, 711, 501, 755]
summit-title-1: ಬೆಂಗಳೂರು bbox=[1063, 208, 1202, 251]
sheep-headline-1: ಕುರಿ ಶೆಡ್ ಮೇಲೆ bbox=[236, 1662, 416, 1700]
lead-paragraph: ತುಮಕೂರು, ನ. 4– ರಾಜ್ಯದ ರಾಜ್ಯಪಾಲರಾದ ಥಾವರ್‌ಚಂದ್ ಗೆಹ್ಲೋಟ್ ಹಾಗೂ ಮುಖ್ಯಮಂತ್ರಿ ಸಿದ್ದರಾಮಯ್ಯ ಅವರು ನ. 7ರಂದು ವಿವಿಧ ಅಭಿವೃದ್ಧಿ ಕಾಮಗಾರಿಗಳ ಶಂಕುಸ್ಥಾಪನೆ, ಉದ್ಘಾಟನೆಯನ್ನು ನೆರವೇರಿಸಲು ಜಿಲ್ಲೆಗೆ ಆಗಮಿಸುತ್ತಿರುವ ಹಿನ್ನೆಲೆಯಲ್ಲಿ ಕಾರ್ಯಕ್ರಮಗಳು ಯಾವುದೇ ಲೋಪವಾಗದಂತೆ ಯಶಸ್ವಿಯಾಗಿ ನಡೆಸುವ ನಿಟ್ಟಿನಲ್ಲಿ ಅಗತ್ಯ ಪೂರ್ವ bbox=[43, 130, 302, 274]
newspaper-logo: ಸಂಜೆವಾಣಿ bbox=[689, 10, 745, 28]
lead-headline-1: ನ.7 ರಂದು ಜಿಲ್ಲೆಗೆ ರಾಜ್ಯಪಾಲರು, ಸಿಎಂ bbox=[43, 38, 494, 78]
column-divider bbox=[1271, 1134, 1273, 1638]
masthead bbox=[41, 7, 1490, 31]
kicker-1: ಟಿಎಪಿಸಿಎಂಎಸ್ bbox=[47, 714, 176, 737]
export-paragraph: ನವದೆಹಲಿ, ನ.4–ಭಾರತೀಯ ಉತ್ಪನ್ನಗಳ ಮೇಲೆ ಅಮೆರಿಕ ವಿಧಿಸಿರುವ ಹೆಚ್ಚಿನ ಸುಂಕದ ಪರಿಣಾಮ ಕಡಿಮೆಯಾಗುತ್ತಿರುವಂತೆ ಕಾಣುತ್ತಿದೆ. ಭಾರತವು ತನ್ನ ರಫ್ತುಗಳನ್ನು ಹಲವಾರು ಹೊಸ ದೇಶಗಳಿಗೆ ವಿಸ್ತರಿಸಲು ಪ್ರಾರಂಭಿಸಿದೆ, ಅಮೆರಿಕದ ಮೇಲಿನ ತನ್ನ ಅವಲಂಬನೆಯನ್ನು ಬದಲಾಯಿಸಿದೆ ಮತ್ತು bbox=[586, 1187, 802, 1310]
section-label: ಅಧ್ಯಕ್ಷತೆ bbox=[1122, 658, 1154, 675]
leader-2-name: ಶ್ರೀ ಡಿ. ಕೆ. ಶಿವಕುಮಾರ್ bbox=[1353, 201, 1430, 212]
